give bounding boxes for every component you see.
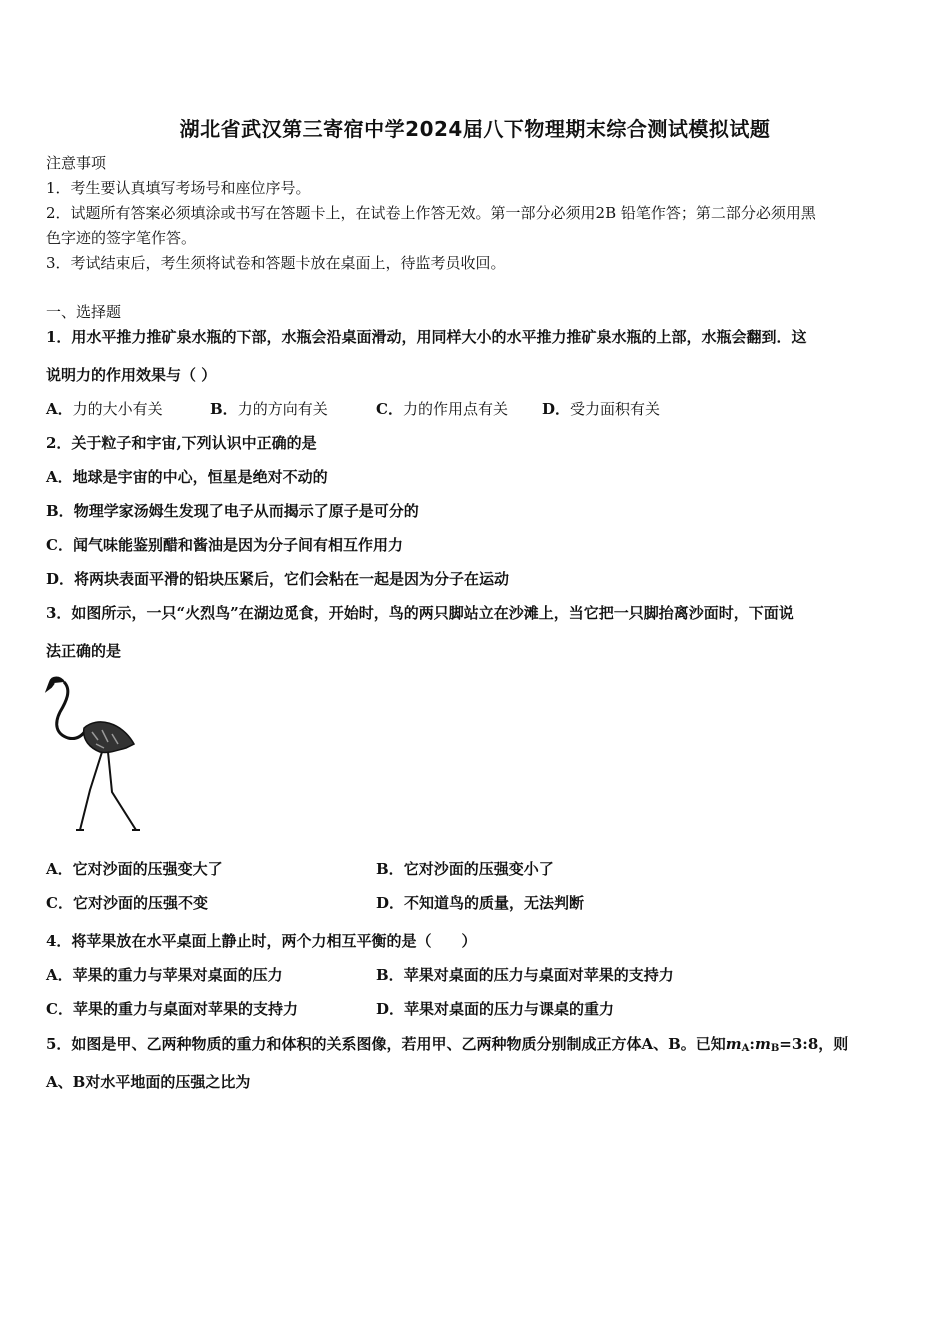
notice-item: 3．考试结束后，考生须将试卷和答题卡放在桌面上，待监考员收回。 bbox=[46, 254, 506, 272]
option-text: 力的方向有关 bbox=[237, 400, 328, 418]
option-label: C． bbox=[46, 894, 73, 912]
q2-option-a bbox=[46, 466, 328, 487]
option-text: 力的大小有关 bbox=[72, 400, 163, 418]
flamingo-figure bbox=[42, 672, 142, 834]
q4-option-c bbox=[46, 998, 298, 1019]
option-text: 物理学家汤姆生发现了电子从而揭示了原子是可分的 bbox=[73, 502, 419, 520]
option-text: 它对沙面的压强变小了 bbox=[403, 860, 554, 878]
subscript-a: A bbox=[741, 1043, 750, 1054]
option-label: B． bbox=[376, 966, 404, 984]
flamingo-neck bbox=[57, 682, 86, 739]
question-3-stem-cont: 法正确的是 bbox=[46, 642, 122, 660]
flamingo-leg-left bbox=[80, 752, 102, 830]
ratio-colon: : bbox=[749, 1035, 755, 1053]
option-label: A． bbox=[46, 468, 73, 486]
q1-option-c bbox=[376, 398, 508, 419]
option-text: 不知道鸟的质量，无法判断 bbox=[404, 894, 585, 912]
option-label: A． bbox=[46, 860, 73, 878]
section-heading: 一、选择题 bbox=[46, 303, 122, 321]
notice-item: 2．试题所有答案必须填涂或书写在答题卡上，在试卷上作答无效。第一部分必须用2B 铅笔作答；第二部分必须用黑 bbox=[46, 204, 816, 222]
option-text: 地球是宇宙的中心，恒星是绝对不动的 bbox=[72, 468, 328, 486]
question-1-stem-cont: 说明力的作用效果与（ ） bbox=[46, 366, 217, 384]
q4-option-a bbox=[46, 964, 283, 985]
option-label: D． bbox=[542, 400, 571, 418]
subscript-b: B bbox=[770, 1043, 780, 1054]
flamingo-leg-right bbox=[108, 752, 136, 830]
mass-symbol: m bbox=[725, 1035, 742, 1053]
option-text: 苹果的重力与苹果对桌面的压力 bbox=[72, 966, 283, 984]
option-label: B． bbox=[210, 400, 238, 418]
option-text: 力的作用点有关 bbox=[402, 400, 508, 418]
notice-item: 色字迹的签字笔作答。 bbox=[46, 229, 197, 247]
q1-option-a bbox=[46, 398, 163, 419]
option-text: 苹果对桌面的压力与桌面对苹果的支持力 bbox=[403, 966, 674, 984]
option-text: 将两块表面平滑的铅块压紧后，它们会粘在一起是因为分子在运动 bbox=[74, 570, 510, 588]
flamingo-head bbox=[47, 678, 64, 691]
q5-text: 5．如图是甲、乙两种物质的重力和体积的关系图像，若用甲、乙两种物质分别制成正方体A、B。已知 bbox=[46, 1035, 726, 1053]
q2-option-d bbox=[46, 568, 509, 589]
option-label: B． bbox=[46, 502, 74, 520]
question-2-stem: 2．关于粒子和宇宙,下列认识中正确的是 bbox=[46, 434, 317, 452]
option-label: C． bbox=[46, 536, 73, 554]
question-3-stem: 3．如图所示，一只“火烈鸟”在湖边觅食，开始时，鸟的两只脚站立在沙滩上，当它把一只脚抬离沙面时，下面说 bbox=[46, 604, 794, 622]
ratio-value: =3:8，则 bbox=[779, 1035, 849, 1053]
option-text: 苹果对桌面的压力与课桌的重力 bbox=[404, 1000, 615, 1018]
q4-option-b bbox=[376, 964, 674, 985]
q4-option-d bbox=[376, 998, 614, 1019]
mass-symbol: m bbox=[754, 1035, 771, 1053]
option-text: 它对沙面的压强变大了 bbox=[72, 860, 223, 878]
option-text: 闻气味能鉴别醋和酱油是因为分子间有相互作用力 bbox=[72, 536, 403, 554]
notice-heading: 注意事项 bbox=[46, 154, 107, 172]
question-4-stem: 4．将苹果放在水平桌面上静止时，两个力相互平衡的是（ ） bbox=[46, 932, 477, 950]
option-label: C． bbox=[376, 400, 403, 418]
notice-item: 1．考生要认真填写考场号和座位序号。 bbox=[46, 179, 311, 197]
question-5-stem bbox=[46, 1033, 848, 1054]
option-text: 受力面积有关 bbox=[570, 400, 661, 418]
option-label: A． bbox=[46, 400, 73, 418]
q3-option-a bbox=[46, 858, 223, 879]
option-label: B． bbox=[376, 860, 404, 878]
option-label: D． bbox=[376, 894, 405, 912]
question-1-stem: 1．用水平推力推矿泉水瓶的下部，水瓶会沿桌面滑动，用同样大小的水平推力推矿泉水瓶的上部，水瓶会翻到．这 bbox=[46, 328, 807, 346]
q2-option-b bbox=[46, 500, 419, 521]
flamingo-body bbox=[84, 722, 134, 753]
question-5-stem-cont: A、B对水平地面的压强之比为 bbox=[46, 1073, 251, 1091]
option-label: D． bbox=[46, 570, 75, 588]
option-label: D． bbox=[376, 1000, 405, 1018]
q2-option-c bbox=[46, 534, 403, 555]
q1-option-b bbox=[210, 398, 328, 419]
q3-option-c bbox=[46, 892, 208, 913]
option-label: C． bbox=[46, 1000, 73, 1018]
page-title: 湖北省武汉第三寄宿中学2024届八下物理期末综合测试模拟试题 bbox=[179, 117, 771, 141]
q3-option-b bbox=[376, 858, 554, 879]
q3-option-d bbox=[376, 892, 584, 913]
option-label: A． bbox=[46, 966, 73, 984]
option-text: 苹果的重力与桌面对苹果的支持力 bbox=[72, 1000, 298, 1018]
q1-option-d bbox=[542, 398, 660, 419]
option-text: 它对沙面的压强不变 bbox=[72, 894, 208, 912]
